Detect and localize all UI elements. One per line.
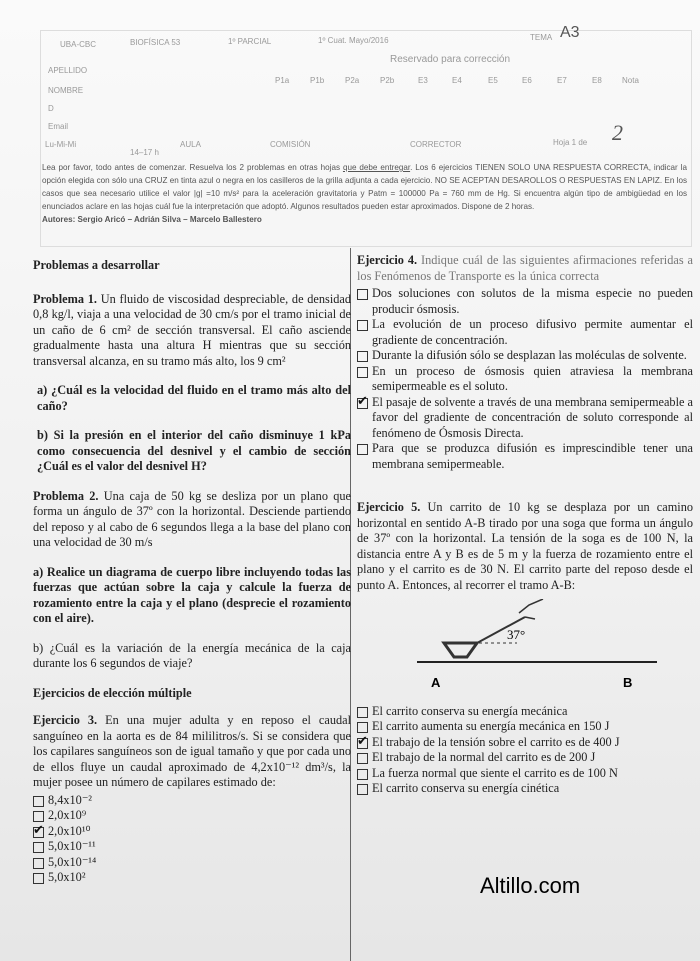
corrector-label: CORRECTOR [410, 140, 462, 149]
apellido-field[interactable]: APELLIDO [48, 66, 88, 75]
option-label: 5,0x10⁻¹⁴ [48, 854, 97, 869]
checkbox[interactable] [357, 444, 368, 455]
answer-option[interactable] [357, 395, 693, 442]
checkbox[interactable] [33, 811, 44, 822]
option-label: El trabajo de la normal del carrito es de 200 J [372, 750, 596, 764]
option-label: El carrito aumenta su energía mecánica en 150 J [372, 719, 610, 733]
exercise-3-options [33, 793, 351, 886]
grid-cell: P1a [275, 76, 290, 85]
option-label: 5,0x10² [48, 870, 86, 884]
instructions [42, 161, 687, 226]
answer-option[interactable] [33, 870, 351, 886]
exercise-4 [357, 253, 693, 284]
answer-option[interactable] [357, 364, 693, 395]
option-label: Durante la difusión sólo se desplazan las moléculas de solvente. [372, 348, 687, 362]
point-a-label: A [431, 675, 441, 690]
option-label: El carrito conserva su energía cinética [372, 781, 560, 795]
problem-title: Problema 1. [33, 291, 97, 306]
institution: UBA-CBC [60, 40, 97, 49]
period: 1º Cuat. Mayo/2016 [318, 36, 389, 45]
checkbox[interactable] [33, 858, 44, 869]
question: b) Si la presión en el interior del caño disminuye 1 kPa como consecuencia del desnivel y el cambio de sección ¿Cuál es el valor del desnivel H? [37, 428, 351, 473]
checkbox[interactable] [357, 351, 368, 362]
answer-option[interactable] [357, 441, 693, 472]
exercise-title: Ejercicio 4. [357, 253, 418, 267]
answer-option[interactable] [33, 839, 351, 855]
hand-icon [519, 599, 543, 619]
answer-option[interactable] [33, 808, 351, 824]
tema: A3 [560, 24, 580, 41]
checkbox[interactable] [357, 753, 368, 764]
point-b-label: B [623, 675, 633, 690]
hoja-total: 2 [612, 120, 623, 145]
subject: BIOFÍSICA 53 [130, 38, 181, 47]
grid-cell: E3 [418, 76, 428, 85]
checkbox[interactable] [33, 796, 44, 807]
option-label: El pasaje de solvente a través de una membrana semipermeable a favor del gradiente de concentración de soluto corresponde al fenómeno de Ósmosis Directa. [372, 394, 693, 440]
exercise-3 [33, 713, 351, 791]
problem-title: Problema 2. [33, 488, 99, 503]
problem-text: Una caja de 50 kg se desliza por un plano que forma un ángulo de 37º con la horizontal. Desciende partiendo del reposo y al cabo de 6 segundos llega a la base del plano con una velocidad de 30 m/s [33, 488, 351, 549]
grid-cell: P2a [345, 76, 360, 85]
grid-cell: E5 [488, 76, 498, 85]
checkbox[interactable] [357, 722, 368, 733]
reserved-label: Reservado para corrección [390, 54, 511, 65]
instructions-underline: que debe entregar [342, 163, 411, 172]
problem-1 [33, 292, 351, 370]
answer-option[interactable] [357, 766, 693, 782]
answer-option[interactable] [357, 348, 693, 364]
grid-cell: Nota [622, 76, 639, 85]
option-label: En un proceso de ósmosis quien atraviesa la membrana semipermeable es el soluto. [372, 363, 693, 393]
checkbox[interactable] [33, 873, 44, 884]
cart-diagram [357, 599, 693, 699]
schedule-hours: 14–17 h [130, 148, 159, 157]
aula-label: AULA [180, 140, 201, 149]
authors: Autores: Sergio Aricó – Adrián Silva – Marcelo Ballestero [42, 215, 262, 224]
answer-option[interactable] [357, 317, 693, 348]
grid-cell: P1b [310, 76, 325, 85]
option-label: El carrito conserva su energía mecánica [372, 703, 568, 718]
option-label: 2,0x10⁹ [48, 808, 87, 822]
answer-option[interactable] [357, 781, 693, 797]
answer-option[interactable] [357, 704, 693, 720]
cart-icon [444, 643, 477, 657]
exercise-text: Indique cuál de las siguientes afirmaciones referidas a los Fenómenos de Transporte es la única correcta [357, 253, 693, 283]
exercise-5-options [357, 704, 693, 797]
nombre-field[interactable]: NOMBRE [48, 86, 84, 95]
grid-cell: E8 [592, 76, 602, 85]
instructions-text: Lea por favor, todo antes de comenzar. Resuelva los 2 problemas en otras hojas [42, 163, 343, 172]
angle-label: 37° [507, 627, 526, 642]
question: b) ¿Cuál es la variación de la energía mecánica de la caja durante los 6 segundos de viaje? [33, 640, 351, 670]
checkbox[interactable] [357, 707, 368, 718]
answer-option[interactable] [357, 286, 693, 317]
tema-label: TEMA [530, 33, 553, 42]
answer-option[interactable] [33, 793, 351, 809]
section-title: Problemas a desarrollar [33, 258, 160, 272]
option-label: 5,0x10⁻¹¹ [48, 839, 96, 853]
checkbox[interactable] [357, 738, 368, 749]
exercise-4-options [357, 286, 693, 472]
checkbox[interactable] [357, 320, 368, 331]
checkbox[interactable] [33, 842, 44, 853]
exercise-title: Ejercicio 5. [357, 500, 421, 514]
option-label: El trabajo de la tensión sobre el carrito es de 400 J [372, 734, 620, 749]
exercise-title: Ejercicio 3. [33, 713, 98, 727]
question: a) Realice un diagrama de cuerpo libre incluyendo todas las fuerzas que actúan sobre la caja y calcule la fuerza de rozamiento entre la caja y el plano (desprecie el rozamiento con el aire). [33, 564, 351, 625]
section-title: Ejercicios de elección múltiple [33, 685, 192, 700]
answer-option[interactable] [357, 735, 693, 751]
watermark: Altillo.com [480, 873, 581, 898]
answer-option[interactable] [33, 855, 351, 871]
comision-label: COMISIÓN [270, 140, 311, 149]
exercise-5 [357, 500, 693, 593]
dni-field[interactable]: D [48, 104, 54, 113]
right-column [357, 253, 693, 797]
option-label: La fuerza normal que siente el carrito es de 100 N [372, 765, 618, 780]
grid-cell: E4 [452, 76, 462, 85]
answer-option[interactable] [357, 719, 693, 735]
schedule-days: Lu-Mi-Mi [45, 140, 77, 149]
problem-text: Un fluido de viscosidad despreciable, de densidad 0,8 kg/l, viaja a una velocidad de 30 cm/s por el tramo inicial de un caño de 6 cm² de sección transversal. El caño asciende gradualmente hasta una altura H mientras que su sección transversal alcanza, en su tramo más alto, los 9 cm² [33, 291, 351, 368]
email-field[interactable]: Email [48, 122, 69, 131]
checkbox[interactable] [357, 289, 368, 300]
answer-option[interactable] [357, 750, 693, 766]
exercise-text: En una mujer adulta y en reposo el caudal sanguíneo en la aorta es de 84 mililitros/s. Si se considera que los capilares sanguíneos son de igual tamaño y que por cada uno de ellos fluye un caudal aproximado de 4,2x10⁻¹² dm³/s, la mujer posee un número de capilares estimado de: [33, 713, 351, 789]
grid-cell: E7 [557, 76, 567, 85]
hoja-label: Hoja 1 de [553, 138, 588, 147]
question: a) ¿Cuál es la velocidad del fluido en el tramo más alto del caño? [37, 383, 351, 413]
option-label: 8,4x10⁻² [48, 792, 92, 807]
exam-name: 1º PARCIAL [228, 37, 272, 46]
left-column [33, 258, 351, 886]
checkbox[interactable] [357, 784, 368, 795]
grid-cell: P2b [380, 76, 395, 85]
checkbox[interactable] [33, 827, 44, 838]
exercise-text: Un carrito de 10 kg se desplaza por un camino horizontal en sentido A-B tirado por una soga que forma un ángulo de 37º con la horizontal. La tensión de la soga es de 100 N, la distancia entre A y B es de 5 m y la fuerza de rozamiento entre el plano y el carrito es de 30 N. El carrito parte del reposo desde el punto A. Entonces, al recorrer el tramo A-B: [357, 500, 694, 592]
answer-option[interactable] [33, 824, 351, 840]
checkbox[interactable] [357, 367, 368, 378]
option-label: La evolución de un proceso difusivo permite aumentar el gradiente de concentración. [372, 317, 693, 347]
checkbox[interactable] [357, 398, 368, 409]
option-label: Dos soluciones con solutos de la misma especie no pueden producir ósmosis. [372, 286, 693, 316]
grid-cell: E6 [522, 76, 532, 85]
option-label: 2,0x10¹⁰ [48, 823, 91, 838]
option-label: Para que se produzca difusión es imprescindible tener una membrana semipermeable. [372, 441, 693, 471]
checkbox[interactable] [357, 769, 368, 780]
problem-2 [33, 489, 351, 551]
instructions-text: . Los 6 ejercicios TIENEN SOLO UNA RESPUESTA CORRECTA, indicar la opción elegida con sólo una CRUZ en tinta azul o negra en los casilleros de la grilla adjunta a cada ejercicio. NO SE ACEPTAN DESAROLLOS O RESPUESTAS EN LAPIZ. En los casos que sea necesario utilice el valor |g| =10 m/s² para la aceleración gravitatoria y Patm = 100000 Pa = 760 mm de Hg. Si encuentra algún tipo de ambigüedad en los enunciados aclare en las hojas cuál fue la interpretación que adoptó. Algunos resultados pueden estar aproximados. Dispone de 2 horas. [42, 163, 687, 211]
